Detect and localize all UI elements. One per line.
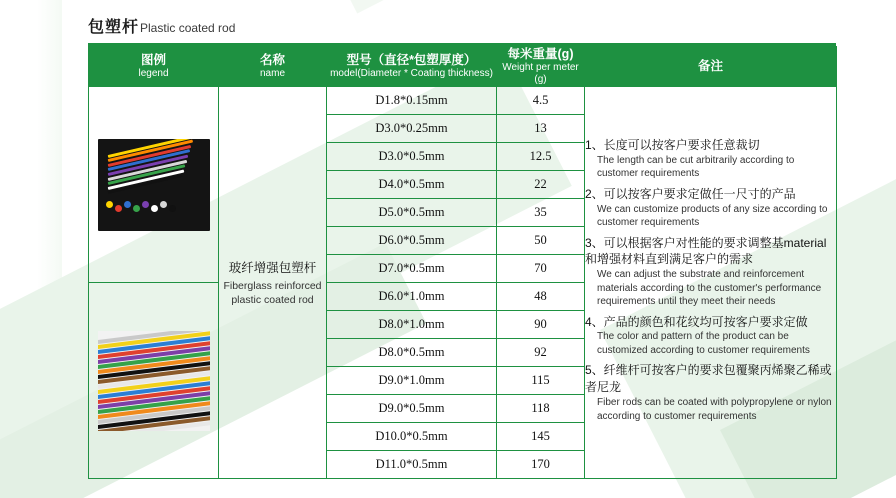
model-cell: D1.8*0.15mm — [327, 87, 497, 115]
table-row — [89, 87, 837, 115]
model-cell: D3.0*0.5mm — [327, 143, 497, 171]
remark-cn: 1、长度可以按客户要求任意裁切 — [585, 137, 760, 152]
table-body — [89, 87, 837, 479]
remark-item — [585, 186, 836, 230]
remark-en: Fiber rods can be coated with polypropylene or nylon according to customer requirements — [597, 397, 832, 422]
weight-cell: 92 — [497, 339, 585, 367]
model-cell: D3.0*0.25mm — [327, 115, 497, 143]
model-cell: D9.0*1.0mm — [327, 367, 497, 395]
remark-en: The color and pattern of the product can be customized according to customer requirements — [597, 331, 810, 356]
remark-item — [585, 362, 836, 423]
model-cell: D5.0*0.5mm — [327, 199, 497, 227]
product-name-en: Fiberglass reinforced plastic coated rod — [223, 280, 322, 306]
legend-cell-bottom — [89, 283, 219, 479]
model-cell: D9.0*0.5mm — [327, 395, 497, 423]
legend-cell-top — [89, 87, 219, 283]
remark-cn: 2、可以按客户要求定做任一尺寸的产品 — [585, 186, 796, 201]
remark-cn: 3、可以根据客户对性能的要求调整基material和增强材料直到满足客户的需求 — [585, 235, 827, 267]
header-weight: 每米重量(g) Weight per meter (g) — [497, 47, 585, 87]
model-cell: D11.0*0.5mm — [327, 451, 497, 479]
model-cell: D10.0*0.5mm — [327, 423, 497, 451]
product-name-cell — [219, 87, 327, 479]
remark-cn: 5、纤维杆可按客户的要求包覆聚丙烯聚乙稀或者尼龙 — [585, 363, 832, 395]
model-cell: D6.0*1.0mm — [327, 283, 497, 311]
product-name-cn: 玻纤增强包塑杆 — [228, 261, 317, 276]
weight-cell: 22 — [497, 171, 585, 199]
weight-cell: 12.5 — [497, 143, 585, 171]
remark-en: We can customize products of any size according to customer requirements — [597, 203, 828, 229]
model-cell: D6.0*0.5mm — [327, 227, 497, 255]
remark-en: We can adjust the substrate and reinforcement materials according to the customer's performance requirements until they meet their needs — [597, 269, 822, 308]
page-title-cn: 包塑杆 — [88, 19, 140, 36]
weight-cell: 4.5 — [497, 87, 585, 115]
table-header-row — [89, 47, 837, 87]
weight-cell: 70 — [497, 255, 585, 283]
remark-item — [585, 314, 836, 358]
header-remark: 备注 — [585, 47, 837, 87]
remark-item — [585, 137, 836, 181]
spec-table — [88, 46, 837, 479]
remark-en: The length can be cut arbitrarily according to customer requirements — [597, 154, 795, 180]
model-cell: D8.0*1.0mm — [327, 311, 497, 339]
header-model: 型号（直径*包塑厚度） model(Diameter * Coating thickness) — [327, 47, 497, 87]
model-cell: D4.0*0.5mm — [327, 171, 497, 199]
weight-cell: 35 — [497, 199, 585, 227]
weight-cell: 48 — [497, 283, 585, 311]
model-cell: D8.0*0.5mm — [327, 339, 497, 367]
model-cell: D7.0*0.5mm — [327, 255, 497, 283]
weight-cell: 90 — [497, 311, 585, 339]
remark-item — [585, 235, 836, 309]
page-title-en: Plastic coated rod — [140, 21, 236, 35]
weight-cell: 13 — [497, 115, 585, 143]
header-legend: 图例 legend — [89, 47, 219, 87]
remark-cn: 4、产品的颜色和花纹均可按客户要求定做 — [585, 314, 808, 329]
weight-cell: 115 — [497, 367, 585, 395]
remarks-cell — [585, 87, 837, 479]
weight-cell: 145 — [497, 423, 585, 451]
legend-photo-strands — [98, 331, 210, 431]
weight-cell: 50 — [497, 227, 585, 255]
header-name: 名称 name — [219, 47, 327, 87]
weight-cell: 118 — [497, 395, 585, 423]
legend-photo-rods — [98, 139, 210, 231]
page-title — [88, 14, 868, 37]
weight-cell: 170 — [497, 451, 585, 479]
